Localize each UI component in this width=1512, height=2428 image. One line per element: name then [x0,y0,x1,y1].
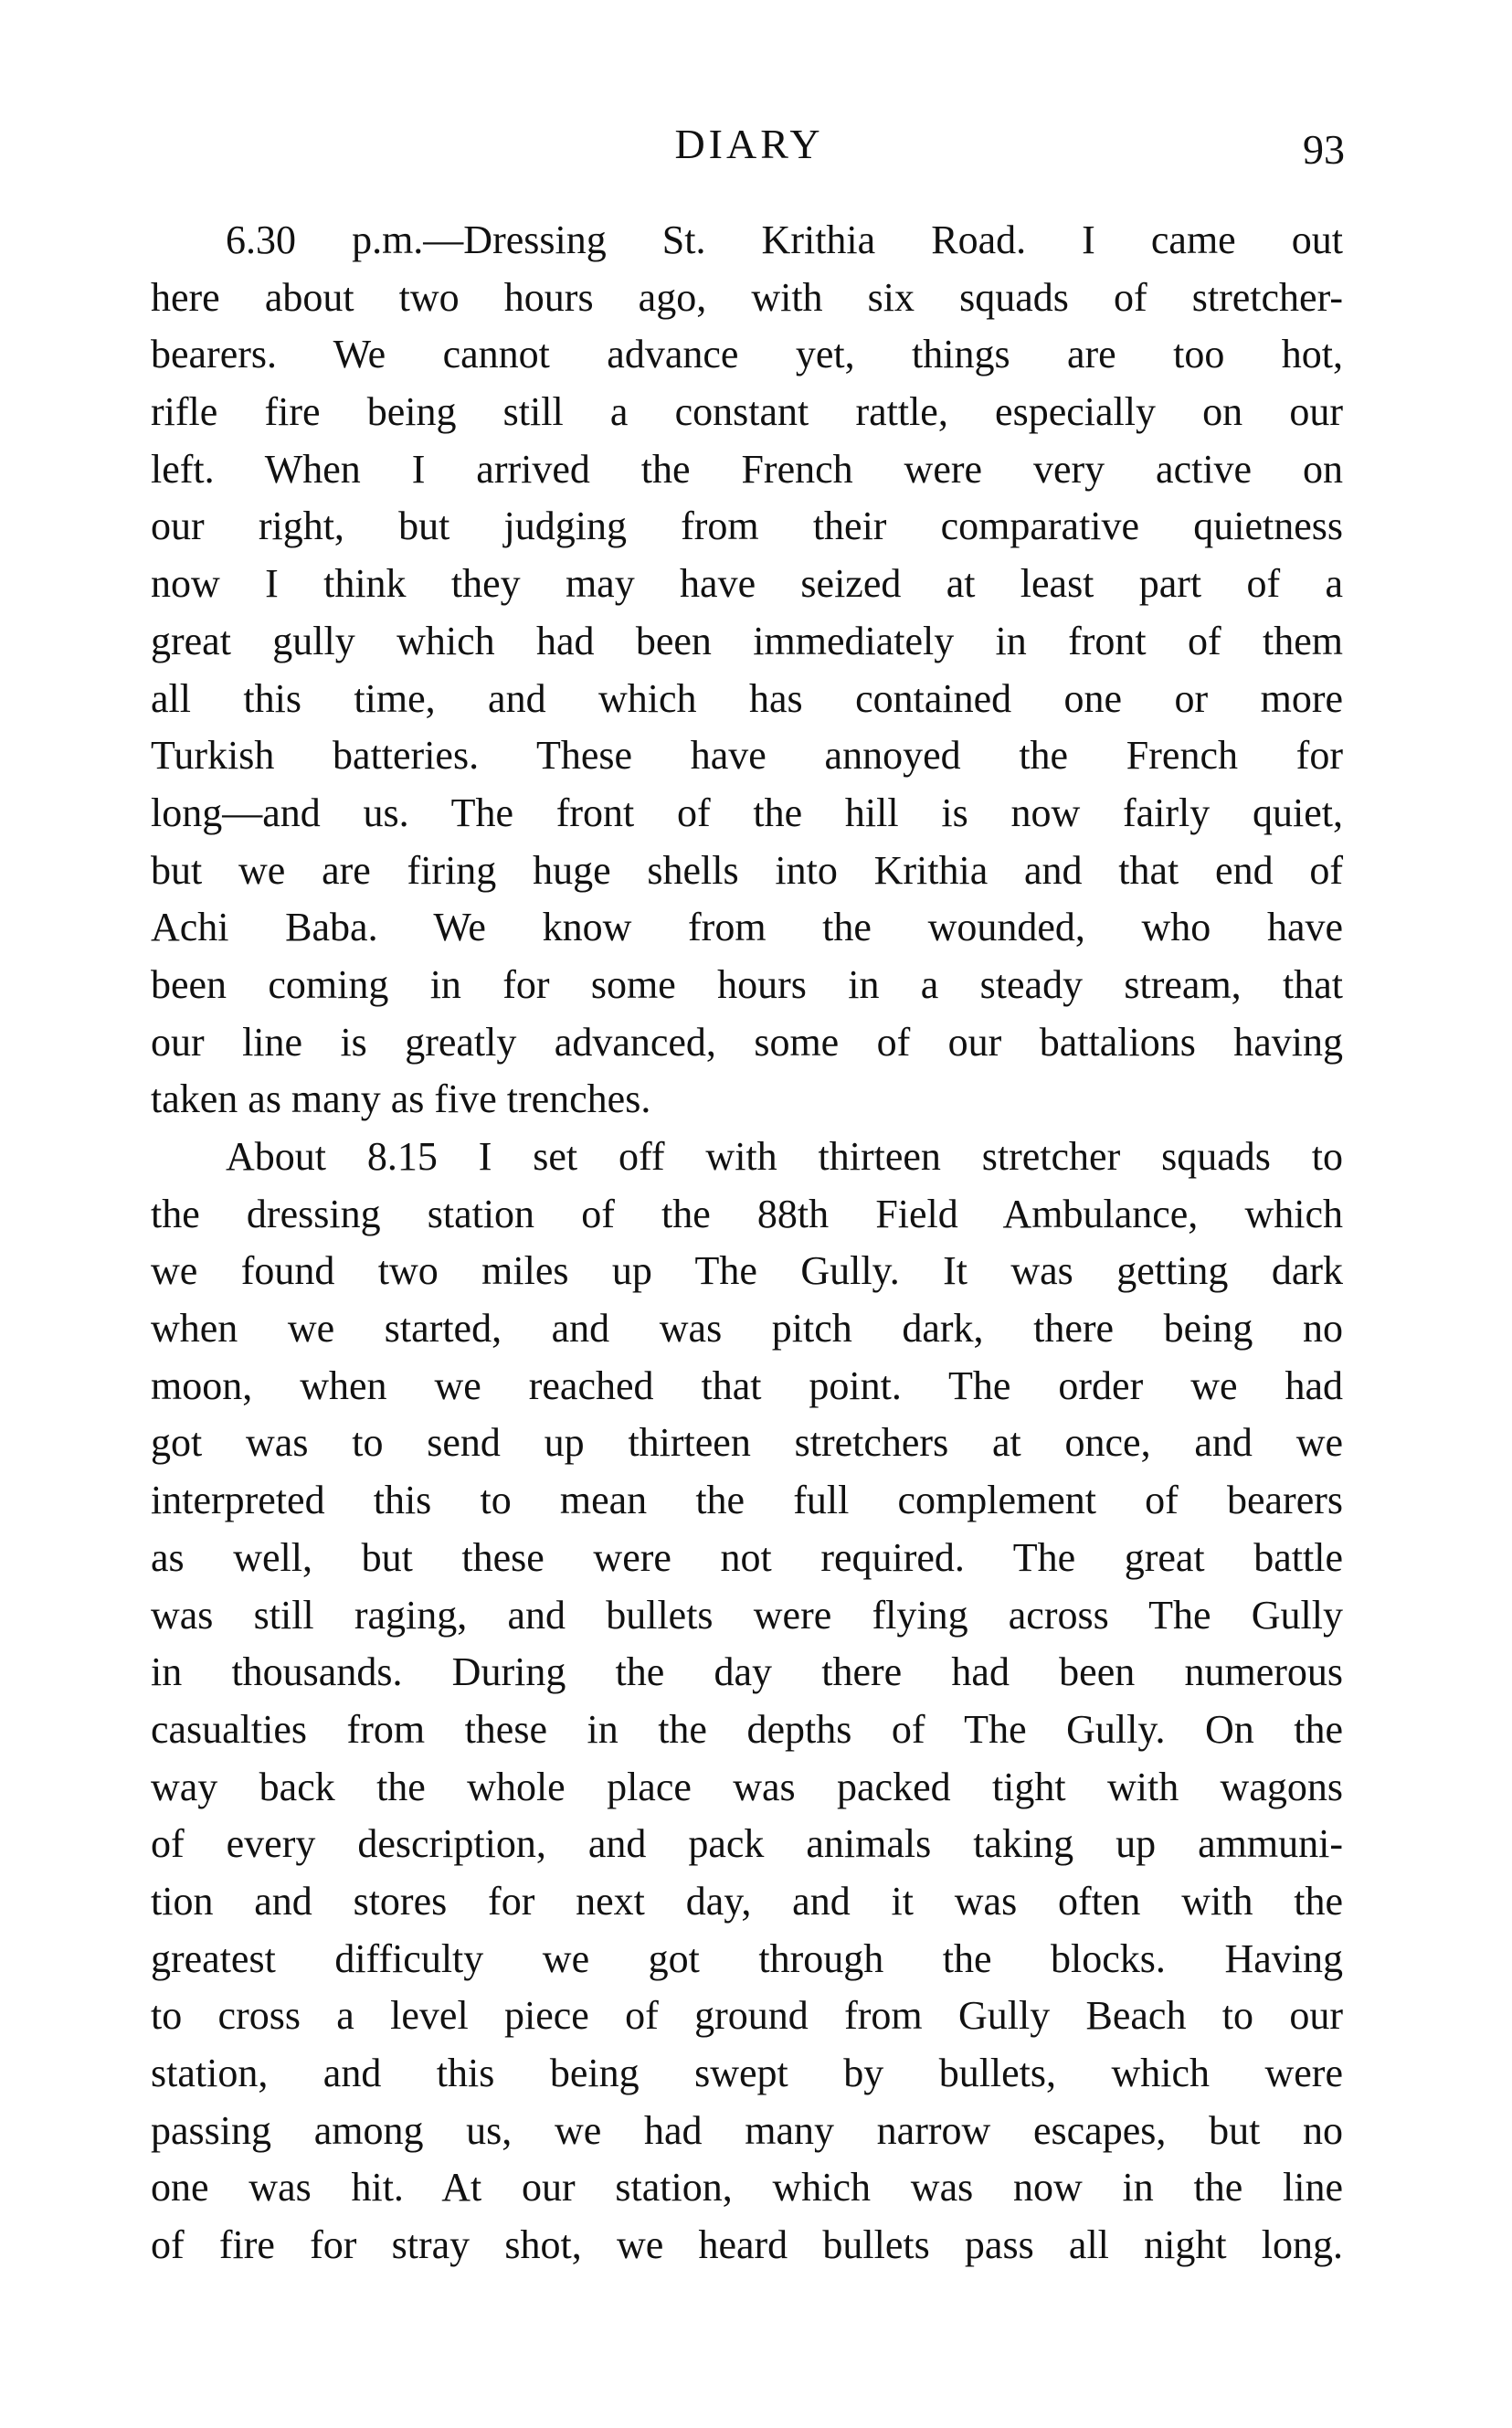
text-line: the dressing station of the 88th Field Ambulance, which [151,1191,1343,1236]
text-line-last: of fire for stray shot, we heard bullets pass all night long. [151,2222,1343,2268]
text-line: station, and this being swept by bullets, which were [151,2051,1343,2095]
text-line: one was hit. At our station, which was now in the line [151,2165,1343,2211]
text-line: we found two miles up The Gully. It was getting dark [151,1248,1343,1294]
text-line: About 8.15 I set off with thirteen stretcher squads to [226,1134,1343,1179]
text-line: Achi Baba. We know from the wounded, who have [151,905,1343,950]
text-line: Turkish batteries. These have annoyed the French for [151,733,1343,779]
text-line: in thousands. During the day there had been numerous [151,1649,1343,1695]
text-line: of every description, and pack animals taking up ammuni- [151,1821,1343,1867]
text-line: our line is greatly advanced, some of our battalions having [151,1019,1343,1065]
paragraph-1 [151,212,1343,1129]
text-line: all this time, and which has contained one or more [151,675,1343,721]
text-line: to cross a level piece of ground from Gully Beach to our [151,1993,1343,2039]
text-line: now I think they may have seized at least part of a [151,561,1343,607]
text-line: interpreted this to mean the full complement of bearers [151,1478,1343,1523]
text-line: passing among us, we had many narrow escapes, but no [151,2107,1343,2153]
text-line: long—and us. The front of the hill is now fairly quiet, [151,790,1343,835]
text-line: rifle fire being still a constant rattle, especially on our [151,389,1343,435]
text-line: got was to send up thirteen stretchers at once, and we [151,1420,1343,1466]
text-line: great gully which had been immediately in front of them [151,618,1343,663]
text-line: as well, but these were not required. The great battle [151,1534,1343,1580]
text-line: moon, when we reached that point. The order we had [151,1362,1343,1408]
text-line: 6.30 p.m.—Dressing St. Krithia Road. I came out [226,217,1343,262]
text-line: was still raging, and bullets were flying across The Gully [151,1592,1343,1638]
text-line: when we started, and was pitch dark, there being no [151,1306,1343,1352]
paragraph-2 [151,1129,1343,2274]
text-line: our right, but judging from their comparative quietness [151,504,1343,549]
text-line: casualties from these in the depths of The Gully. On the [151,1706,1343,1752]
running-head-title: DIARY [674,121,824,167]
body-text [151,212,1343,2274]
text-line: here about two hours ago, with six squads of stretcher- [151,274,1343,320]
text-line: been coming in for some hours in a steady stream, that [151,961,1343,1007]
text-line: but we are firing huge shells into Krithia and that end of [151,847,1343,893]
text-line: bearers. We cannot advance yet, things are too hot, [151,332,1343,377]
page-number: 93 [1303,126,1345,173]
running-head [0,0,1512,183]
text-line: greatest difficulty we got through the blocks. Having [151,1935,1343,1981]
text-line: tion and stores for next day, and it was often with the [151,1878,1343,1924]
text-line-last: taken as many as five trenches. [151,1076,651,1122]
text-line: left. When I arrived the French were very active on [151,446,1343,492]
text-line: way back the whole place was packed tight with wagons [151,1764,1343,1809]
